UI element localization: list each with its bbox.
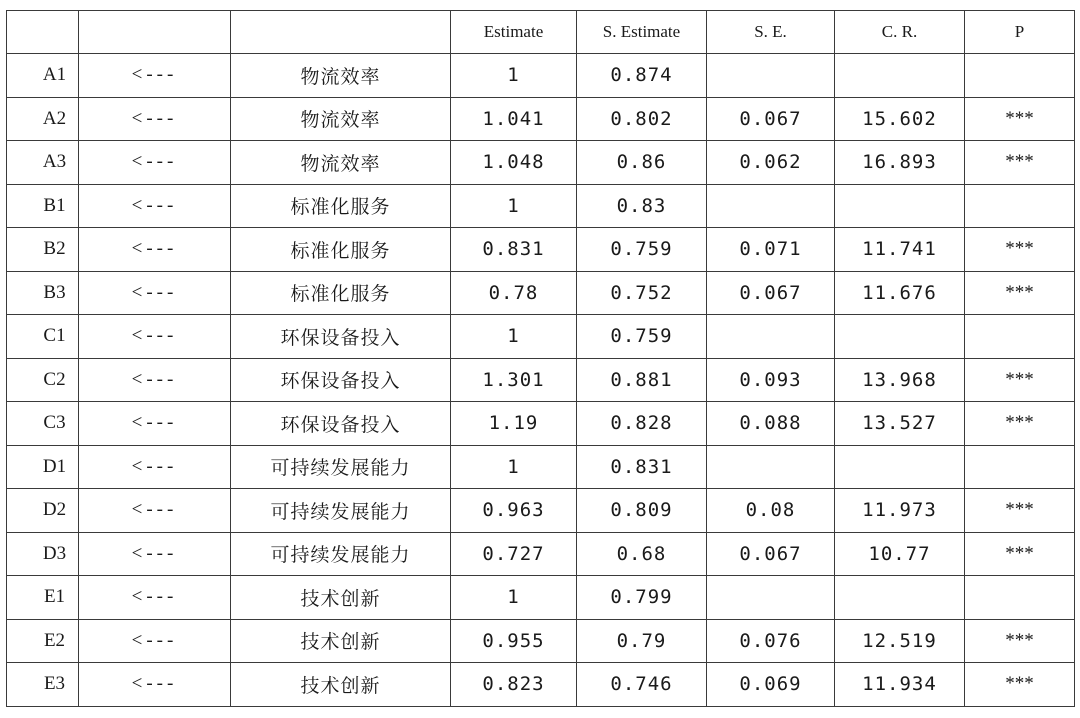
table-row xyxy=(7,228,1075,272)
header-se: S. E. xyxy=(707,11,835,54)
path-arrow-cell: <--- xyxy=(79,141,231,185)
p-value-cell xyxy=(965,315,1075,359)
p-value-cell: *** xyxy=(965,663,1075,707)
p-value-cell xyxy=(965,445,1075,489)
observed-variable-cell: E2 xyxy=(7,619,79,663)
s-estimate-cell: 0.752 xyxy=(577,271,707,315)
table-row xyxy=(7,532,1075,576)
header-cell xyxy=(231,11,451,54)
estimate-cell: 1.048 xyxy=(451,141,577,185)
estimate-cell: 0.78 xyxy=(451,271,577,315)
cr-cell: 13.527 xyxy=(835,402,965,446)
estimate-cell: 1 xyxy=(451,315,577,359)
latent-factor-cell: 环保设备投入 xyxy=(231,315,451,359)
header-row xyxy=(7,11,1075,54)
observed-variable-cell: A1 xyxy=(7,54,79,98)
estimate-cell: 1 xyxy=(451,445,577,489)
path-arrow-cell: <--- xyxy=(79,445,231,489)
observed-variable-cell: C2 xyxy=(7,358,79,402)
se-cell xyxy=(707,54,835,98)
table-row xyxy=(7,358,1075,402)
cr-cell xyxy=(835,445,965,489)
p-value-cell: *** xyxy=(965,141,1075,185)
se-cell: 0.08 xyxy=(707,489,835,533)
s-estimate-cell: 0.799 xyxy=(577,576,707,620)
se-cell xyxy=(707,445,835,489)
p-value-cell: *** xyxy=(965,358,1075,402)
cr-cell xyxy=(835,54,965,98)
path-arrow-cell: <--- xyxy=(79,97,231,141)
table-body xyxy=(7,54,1075,707)
observed-variable-cell: B2 xyxy=(7,228,79,272)
p-value-cell xyxy=(965,184,1075,228)
p-value-cell: *** xyxy=(965,271,1075,315)
estimate-cell: 0.823 xyxy=(451,663,577,707)
latent-factor-cell: 物流效率 xyxy=(231,54,451,98)
observed-variable-cell: B1 xyxy=(7,184,79,228)
table-row xyxy=(7,141,1075,185)
path-arrow-cell: <--- xyxy=(79,619,231,663)
estimate-cell: 0.955 xyxy=(451,619,577,663)
path-arrow-cell: <--- xyxy=(79,402,231,446)
cr-cell: 11.741 xyxy=(835,228,965,272)
path-arrow-cell: <--- xyxy=(79,358,231,402)
se-cell: 0.093 xyxy=(707,358,835,402)
cr-cell: 15.602 xyxy=(835,97,965,141)
p-value-cell: *** xyxy=(965,402,1075,446)
se-cell: 0.067 xyxy=(707,532,835,576)
table-row xyxy=(7,619,1075,663)
header-cell xyxy=(7,11,79,54)
s-estimate-cell: 0.86 xyxy=(577,141,707,185)
path-arrow-cell: <--- xyxy=(79,663,231,707)
path-arrow-cell: <--- xyxy=(79,184,231,228)
observed-variable-cell: E3 xyxy=(7,663,79,707)
se-cell: 0.071 xyxy=(707,228,835,272)
s-estimate-cell: 0.809 xyxy=(577,489,707,533)
observed-variable-cell: C3 xyxy=(7,402,79,446)
latent-factor-cell: 物流效率 xyxy=(231,141,451,185)
path-arrow-cell: <--- xyxy=(79,315,231,359)
cr-cell: 12.519 xyxy=(835,619,965,663)
cr-cell: 10.77 xyxy=(835,532,965,576)
header-cr: C. R. xyxy=(835,11,965,54)
table-row xyxy=(7,445,1075,489)
p-value-cell xyxy=(965,54,1075,98)
latent-factor-cell: 可持续发展能力 xyxy=(231,445,451,489)
table-row xyxy=(7,402,1075,446)
header-s-estimate: S. Estimate xyxy=(577,11,707,54)
se-cell: 0.062 xyxy=(707,141,835,185)
latent-factor-cell: 可持续发展能力 xyxy=(231,489,451,533)
table-row xyxy=(7,97,1075,141)
table-row xyxy=(7,576,1075,620)
table-row xyxy=(7,271,1075,315)
observed-variable-cell: A3 xyxy=(7,141,79,185)
s-estimate-cell: 0.831 xyxy=(577,445,707,489)
p-value-cell: *** xyxy=(965,619,1075,663)
header-p: P xyxy=(965,11,1075,54)
table-row xyxy=(7,54,1075,98)
se-cell xyxy=(707,315,835,359)
latent-factor-cell: 标准化服务 xyxy=(231,184,451,228)
estimate-cell: 1 xyxy=(451,184,577,228)
estimate-cell: 0.831 xyxy=(451,228,577,272)
table-row xyxy=(7,315,1075,359)
se-cell xyxy=(707,576,835,620)
p-value-cell: *** xyxy=(965,97,1075,141)
s-estimate-cell: 0.759 xyxy=(577,228,707,272)
latent-factor-cell: 标准化服务 xyxy=(231,271,451,315)
cr-cell: 11.973 xyxy=(835,489,965,533)
table-row xyxy=(7,663,1075,707)
p-value-cell: *** xyxy=(965,489,1075,533)
estimate-cell: 1.19 xyxy=(451,402,577,446)
estimate-cell: 1 xyxy=(451,54,577,98)
se-cell xyxy=(707,184,835,228)
latent-factor-cell: 技术创新 xyxy=(231,663,451,707)
cr-cell: 13.968 xyxy=(835,358,965,402)
estimate-cell: 1.041 xyxy=(451,97,577,141)
path-arrow-cell: <--- xyxy=(79,271,231,315)
table-row xyxy=(7,489,1075,533)
observed-variable-cell: D3 xyxy=(7,532,79,576)
table-row xyxy=(7,184,1075,228)
s-estimate-cell: 0.828 xyxy=(577,402,707,446)
cr-cell xyxy=(835,184,965,228)
se-cell: 0.069 xyxy=(707,663,835,707)
latent-factor-cell: 环保设备投入 xyxy=(231,358,451,402)
p-value-cell: *** xyxy=(965,532,1075,576)
latent-factor-cell: 技术创新 xyxy=(231,576,451,620)
estimate-cell: 1 xyxy=(451,576,577,620)
p-value-cell: *** xyxy=(965,228,1075,272)
latent-factor-cell: 物流效率 xyxy=(231,97,451,141)
s-estimate-cell: 0.83 xyxy=(577,184,707,228)
observed-variable-cell: B3 xyxy=(7,271,79,315)
cr-cell xyxy=(835,315,965,359)
observed-variable-cell: C1 xyxy=(7,315,79,359)
latent-factor-cell: 可持续发展能力 xyxy=(231,532,451,576)
observed-variable-cell: E1 xyxy=(7,576,79,620)
header-estimate: Estimate xyxy=(451,11,577,54)
s-estimate-cell: 0.759 xyxy=(577,315,707,359)
latent-factor-cell: 技术创新 xyxy=(231,619,451,663)
path-arrow-cell: <--- xyxy=(79,489,231,533)
path-arrow-cell: <--- xyxy=(79,54,231,98)
factor-loadings-table xyxy=(6,10,1075,707)
se-cell: 0.088 xyxy=(707,402,835,446)
s-estimate-cell: 0.881 xyxy=(577,358,707,402)
se-cell: 0.067 xyxy=(707,271,835,315)
se-cell: 0.076 xyxy=(707,619,835,663)
s-estimate-cell: 0.79 xyxy=(577,619,707,663)
estimate-cell: 0.963 xyxy=(451,489,577,533)
se-cell: 0.067 xyxy=(707,97,835,141)
cr-cell xyxy=(835,576,965,620)
observed-variable-cell: A2 xyxy=(7,97,79,141)
path-arrow-cell: <--- xyxy=(79,532,231,576)
cr-cell: 11.676 xyxy=(835,271,965,315)
p-value-cell xyxy=(965,576,1075,620)
estimate-cell: 0.727 xyxy=(451,532,577,576)
cr-cell: 11.934 xyxy=(835,663,965,707)
path-arrow-cell: <--- xyxy=(79,576,231,620)
latent-factor-cell: 环保设备投入 xyxy=(231,402,451,446)
header-cell xyxy=(79,11,231,54)
estimate-cell: 1.301 xyxy=(451,358,577,402)
observed-variable-cell: D2 xyxy=(7,489,79,533)
cr-cell: 16.893 xyxy=(835,141,965,185)
s-estimate-cell: 0.746 xyxy=(577,663,707,707)
observed-variable-cell: D1 xyxy=(7,445,79,489)
s-estimate-cell: 0.68 xyxy=(577,532,707,576)
latent-factor-cell: 标准化服务 xyxy=(231,228,451,272)
s-estimate-cell: 0.874 xyxy=(577,54,707,98)
path-arrow-cell: <--- xyxy=(79,228,231,272)
s-estimate-cell: 0.802 xyxy=(577,97,707,141)
